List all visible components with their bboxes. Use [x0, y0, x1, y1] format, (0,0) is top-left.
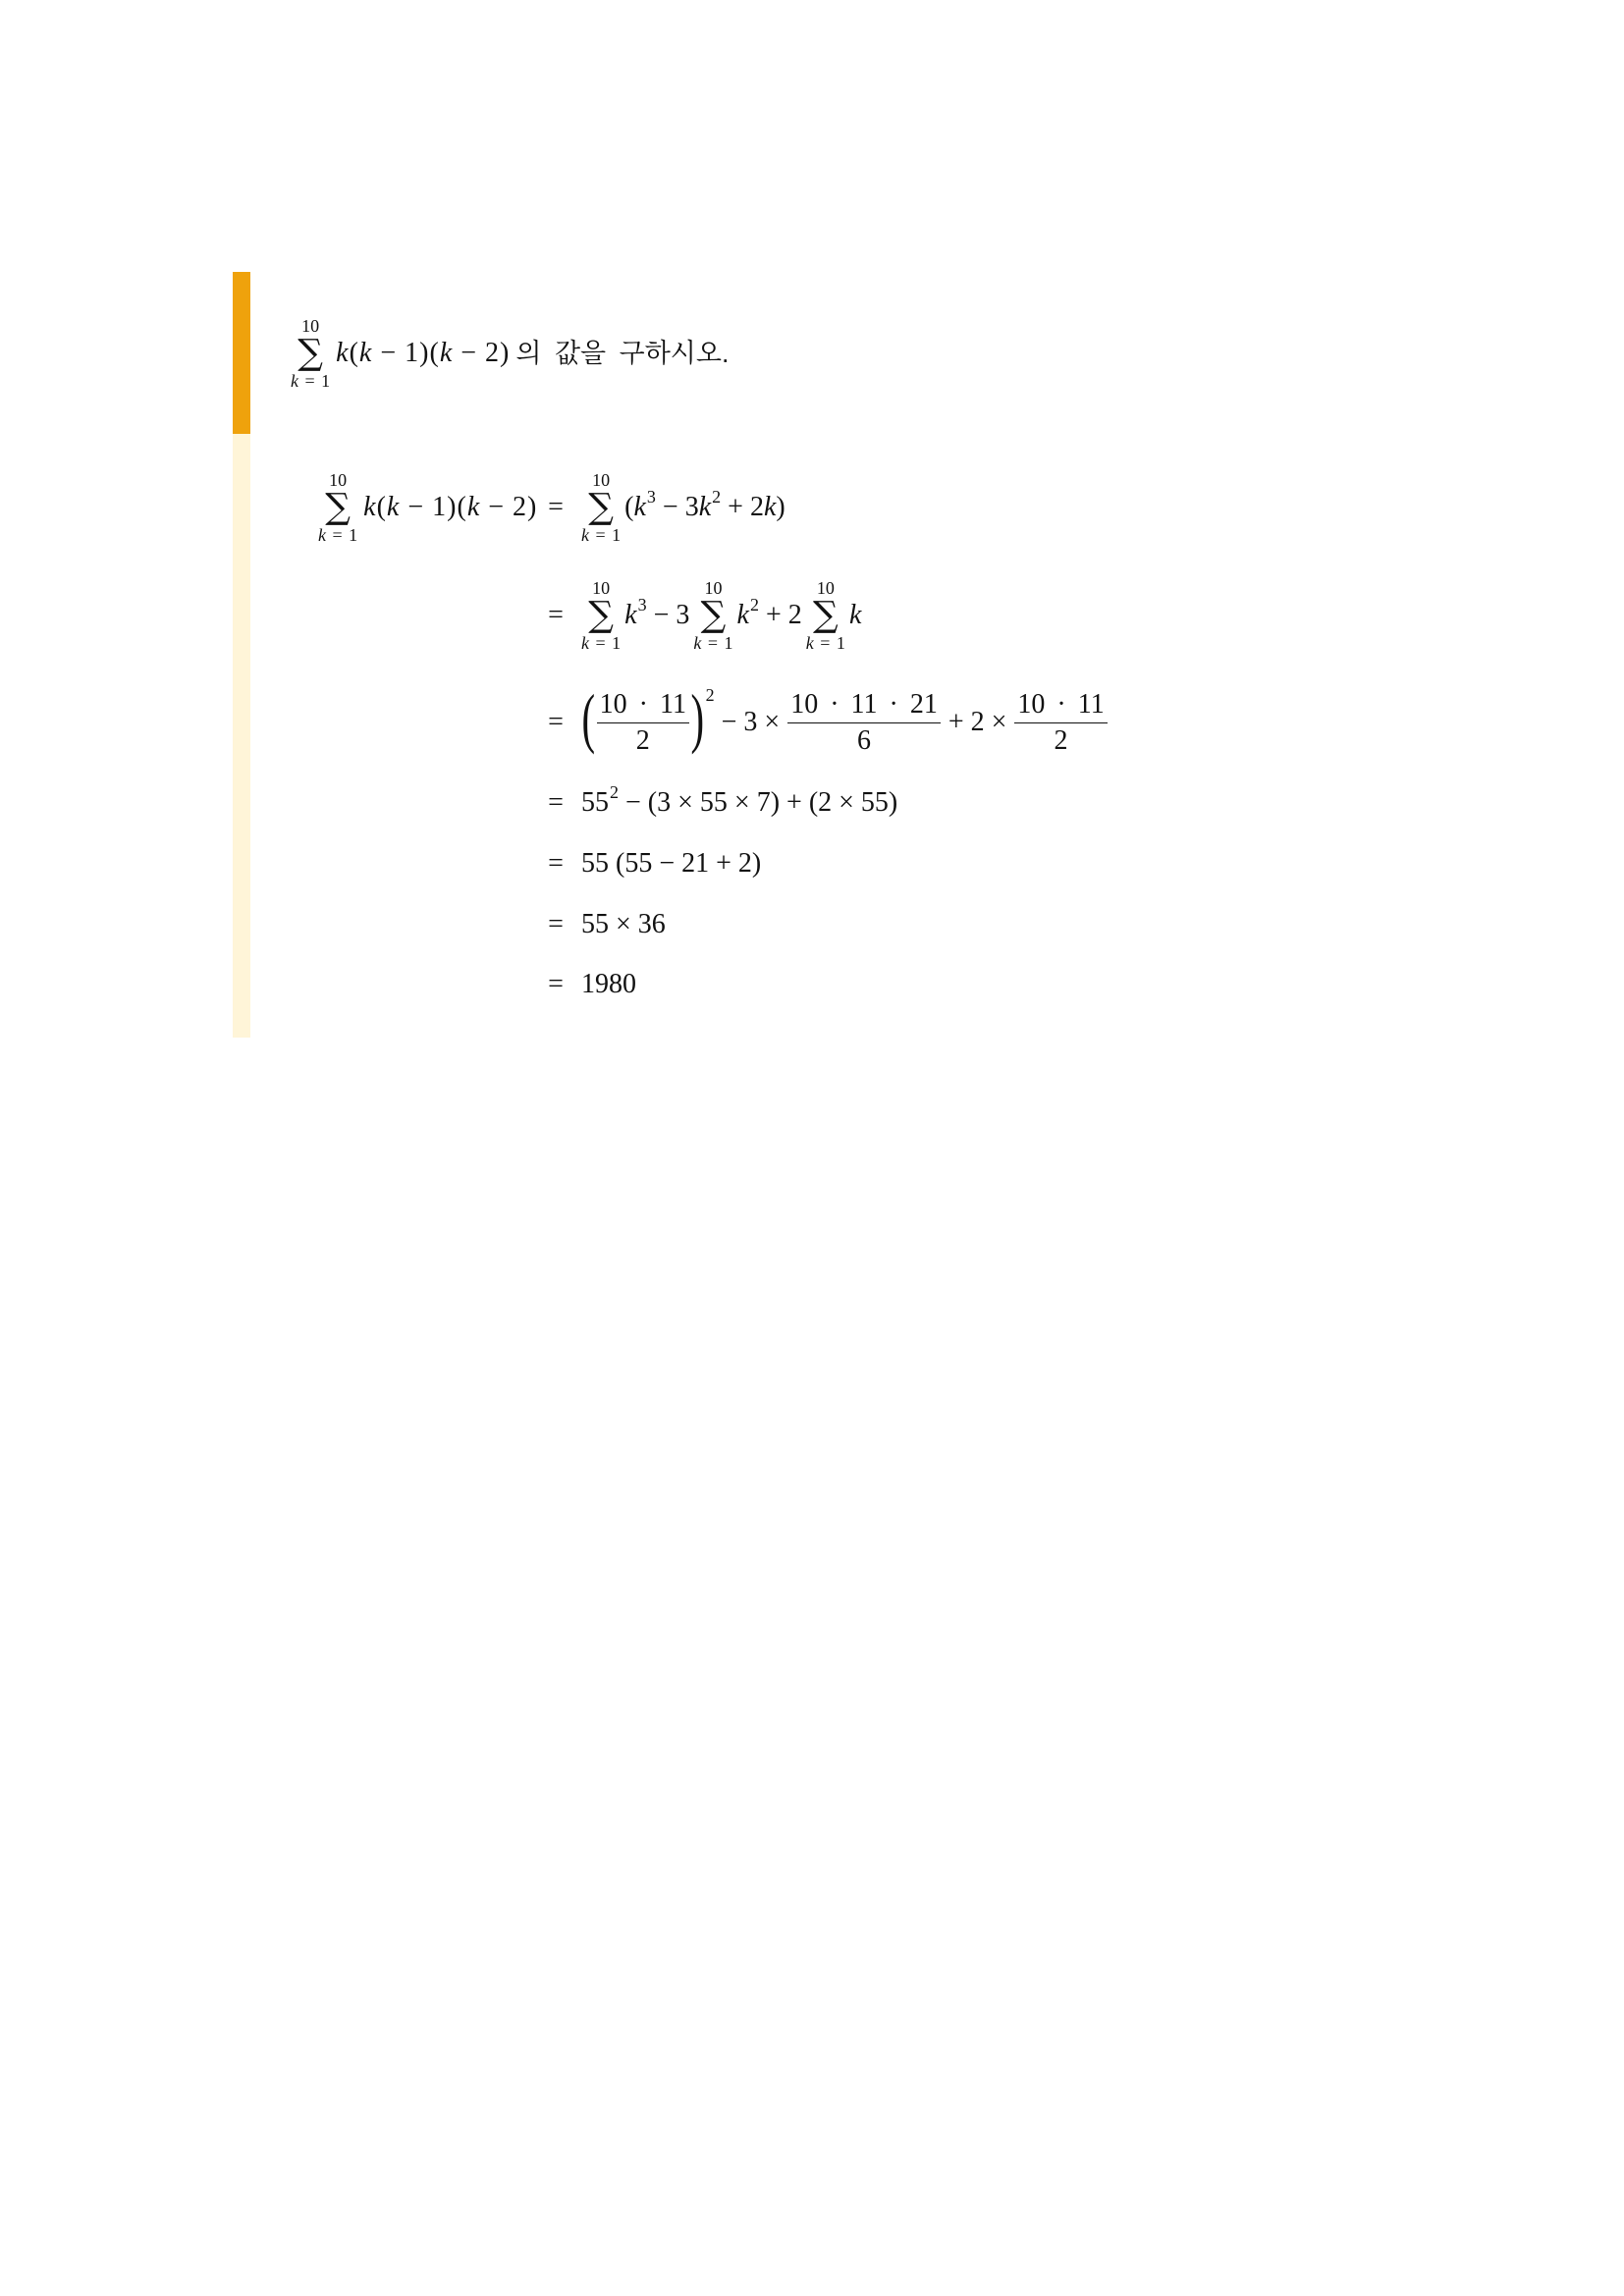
sum-lower-limit: k = 1 [805, 633, 845, 653]
sum-lower-limit: k = 1 [318, 525, 358, 545]
variable-k: k [848, 600, 862, 630]
summation [291, 316, 330, 391]
summation [581, 470, 621, 545]
variable-k: k [633, 492, 646, 522]
equals-sign: = [548, 492, 564, 522]
equals-sign: = [548, 848, 564, 879]
solution-line-7 [546, 968, 636, 1001]
sigma-symbol: ∑ [325, 487, 351, 527]
variable-k: k [386, 492, 401, 522]
sum-upper-limit: 10 [329, 470, 348, 490]
sum-upper-limit: 10 [816, 578, 835, 598]
numerator: 10 · 11 [599, 688, 686, 720]
variable-k: k [466, 492, 481, 522]
exponent: 3 [637, 595, 647, 614]
operator: − 3 [646, 600, 690, 630]
equals-sign: = [548, 600, 564, 630]
operator: − 3 × [714, 707, 787, 737]
sum-upper-limit: 10 [704, 578, 723, 598]
sum-lower-limit: k = 1 [291, 371, 331, 391]
solution-line-6 [546, 908, 666, 941]
summation [581, 578, 621, 653]
equals-sign: = [548, 787, 564, 818]
variable-k: k [363, 492, 377, 522]
solution-line-1 [546, 470, 785, 545]
fraction [1014, 690, 1107, 756]
variable-k: k [358, 338, 373, 368]
expression: 55 × 36 [581, 909, 666, 939]
exponent: 3 [646, 487, 656, 507]
problem-expression: k(k − 1)(k − 2) [336, 338, 511, 368]
sigma-symbol: ∑ [588, 595, 614, 635]
sigma-symbol: ∑ [298, 333, 323, 373]
sum-lower-limit: k = 1 [581, 525, 622, 545]
accent-bar-bottom [233, 434, 250, 1038]
sigma-symbol: ∑ [813, 595, 839, 635]
expression-rest: − (3 × 55 × 7) + (2 × 55) [619, 787, 898, 818]
equals-sign: = [548, 969, 564, 999]
summation [693, 578, 732, 653]
variable-k: k [336, 338, 350, 368]
lhs-expression: k(k − 1)(k − 2) [363, 492, 538, 522]
variable-k: k [439, 338, 454, 368]
sum-lower-limit: k = 1 [693, 633, 733, 653]
operator: + 2 × [941, 707, 1014, 737]
exponent: 2 [610, 782, 619, 802]
sigma-symbol: ∑ [700, 595, 727, 635]
variable-k: k [624, 600, 637, 630]
right-parenthesis: ) [690, 680, 705, 755]
term [624, 599, 636, 632]
term [849, 599, 861, 632]
term [737, 599, 749, 632]
variable-k: k [291, 371, 298, 391]
solution-line-3 [546, 680, 1109, 756]
fraction [597, 690, 689, 756]
solution-line-5 [546, 847, 761, 881]
sum-upper-limit: 10 [301, 316, 320, 336]
variable-k: k [581, 633, 589, 653]
numerator: 10 · 11 · 21 [790, 688, 938, 720]
final-answer: 1980 [581, 969, 636, 999]
rhs-term: + 2k) [721, 492, 785, 522]
sum-upper-limit: 10 [592, 578, 611, 598]
solution-line-4 [546, 782, 898, 820]
variable-k: k [318, 525, 326, 545]
base-value: 55 [581, 787, 609, 818]
fraction [787, 690, 941, 756]
equals-sign: = [548, 909, 564, 939]
summation [806, 578, 845, 653]
sum-upper-limit: 10 [592, 470, 611, 490]
exponent: 2 [705, 685, 715, 705]
solution-line-1-lhs [318, 470, 537, 545]
variable-k: k [736, 600, 749, 630]
problem-question-text: 의 값을 구하시오. [515, 339, 730, 368]
sigma-symbol: ∑ [588, 487, 614, 527]
variable-k: k [805, 633, 814, 653]
denominator: 2 [1054, 724, 1068, 756]
variable-k: k [581, 525, 589, 545]
variable-k: k [698, 492, 712, 522]
variable-k: k [693, 633, 702, 653]
exponent: 2 [712, 487, 722, 507]
sum-lower-limit: k = 1 [581, 633, 622, 653]
operator: + 2 [758, 600, 802, 630]
denominator: 6 [857, 724, 871, 756]
equals-sign: = [548, 707, 564, 737]
numerator: 10 · 11 [1017, 688, 1105, 720]
rhs-term: (k [624, 492, 646, 522]
summation [318, 470, 357, 545]
problem-statement [291, 316, 729, 391]
accent-bar-top [233, 272, 250, 434]
left-parenthesis: ( [581, 680, 596, 755]
rhs-term: − 3k [655, 492, 712, 522]
expression: 55 (55 − 21 + 2) [581, 848, 762, 879]
solution-line-2 [546, 578, 861, 653]
denominator: 2 [635, 724, 650, 756]
variable-k: k [763, 492, 777, 522]
exponent: 2 [749, 595, 759, 614]
